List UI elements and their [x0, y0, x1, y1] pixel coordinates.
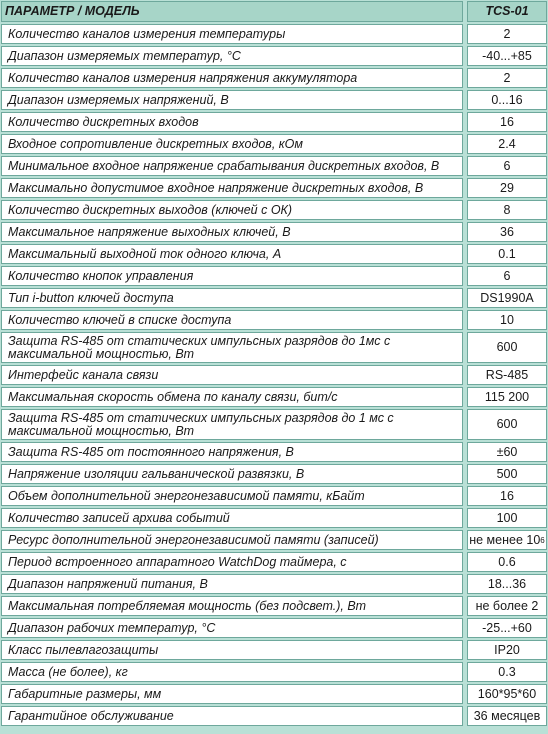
value-cell [467, 409, 547, 440]
table-row [1, 464, 547, 484]
table-row [1, 222, 547, 242]
value-cell [467, 24, 547, 44]
value-cell [467, 178, 547, 198]
value-cell [467, 618, 547, 638]
value-text: не менее 10 [469, 532, 541, 547]
value-text: 2 [503, 70, 511, 85]
table-row [1, 156, 547, 176]
table-row [1, 68, 547, 88]
header-param: ПАРАМЕТР / МОДЕЛЬ [1, 1, 463, 22]
value-cell [467, 222, 547, 242]
value-cell [467, 464, 547, 484]
table-row [1, 706, 547, 726]
table-row [1, 662, 547, 682]
value-cell [467, 552, 547, 572]
param-cell: Масса (не более), кг [1, 662, 463, 682]
param-cell: Входное сопротивление дискретных входов, кОм [1, 134, 463, 154]
value-cell [467, 310, 547, 330]
param-cell: Диапазон напряжений питания, В [1, 574, 463, 594]
value-text: 16 [500, 114, 514, 129]
param-cell: Количество каналов измерения напряжения аккумулятора [1, 68, 463, 88]
table-row [1, 112, 547, 132]
table-body [1, 24, 547, 726]
param-cell: Объем дополнительной энергонезависимой памяти, кБайт [1, 486, 463, 506]
value-cell [467, 156, 547, 176]
table-row [1, 288, 547, 308]
table-row [1, 387, 547, 407]
value-text: 6 [503, 158, 511, 173]
value-text: 2 [503, 26, 511, 41]
value-cell [467, 706, 547, 726]
value-cell [467, 574, 547, 594]
value-text: 500 [496, 466, 518, 481]
param-cell: Максимально допустимое входное напряжение дискретных входов, В [1, 178, 463, 198]
param-cell: Количество записей архива событий [1, 508, 463, 528]
value-text: 0.3 [498, 664, 516, 679]
value-cell [467, 365, 547, 385]
param-cell: Защита RS-485 от постоянного напряжения, В [1, 442, 463, 462]
value-cell [467, 288, 547, 308]
param-cell: Класс пылевлагозащиты [1, 640, 463, 660]
value-text: 0.1 [498, 246, 516, 261]
param-cell: Минимальное входное напряжение срабатывания дискретных входов, В [1, 156, 463, 176]
value-text: 100 [496, 510, 518, 525]
value-cell [467, 530, 547, 550]
param-cell: Защита RS-485 от статических импульсных разрядов до 1мс с максимальной мощностью, Вт [1, 332, 463, 363]
value-cell [467, 684, 547, 704]
value-text: RS-485 [485, 367, 529, 382]
table-row [1, 46, 547, 66]
value-text: 0...16 [491, 92, 523, 107]
param-cell: Количество дискретных входов [1, 112, 463, 132]
param-cell: Максимальный выходной ток одного ключа, А [1, 244, 463, 264]
value-text: 160*95*60 [477, 686, 537, 701]
value-text: IP20 [494, 642, 520, 657]
param-cell: Период встроенного аппаратного WatchDog таймера, с [1, 552, 463, 572]
param-cell: Количество кнопок управления [1, 266, 463, 286]
value-cell [467, 266, 547, 286]
param-cell: Защита RS-485 от статических импульсных разрядов до 1 мс с максимальной мощностью, Вт [1, 409, 463, 440]
value-text: 115 200 [484, 389, 530, 404]
table-row [1, 530, 547, 550]
table-row [1, 486, 547, 506]
table-row [1, 409, 547, 440]
table-row [1, 508, 547, 528]
value-cell [467, 508, 547, 528]
value-cell [467, 662, 547, 682]
value-text: не более 2 [475, 598, 539, 613]
param-cell: Ресурс дополнительной энергонезависимой памяти (записей) [1, 530, 463, 550]
table-row [1, 178, 547, 198]
header-model: TCS-01 [467, 1, 547, 22]
value-text: ±60 [496, 444, 518, 459]
table-header-row [1, 1, 547, 22]
table-row [1, 552, 547, 572]
value-cell [467, 134, 547, 154]
table-row [1, 134, 547, 154]
param-cell: Напряжение изоляции гальванической развязки, В [1, 464, 463, 484]
value-cell [467, 596, 547, 616]
value-text: 6 [503, 268, 511, 283]
value-text: 29 [500, 180, 514, 195]
table-row [1, 332, 547, 363]
value-text: 36 месяцев [473, 708, 541, 723]
value-text: 16 [500, 488, 514, 503]
table-row [1, 596, 547, 616]
value-text: 600 [496, 417, 518, 431]
value-cell [467, 387, 547, 407]
param-cell: Количество ключей в списке доступа [1, 310, 463, 330]
value-cell [467, 90, 547, 110]
param-cell: Максимальная скорость обмена по каналу связи, бит/с [1, 387, 463, 407]
table-row [1, 244, 547, 264]
value-text: DS1990A [480, 290, 534, 305]
table-row [1, 442, 547, 462]
param-cell: Тип i-button ключей доступа [1, 288, 463, 308]
param-cell: Диапазон измеряемых температур, °С [1, 46, 463, 66]
param-cell: Гарантийное обслуживание [1, 706, 463, 726]
param-cell: Интерфейс канала связи [1, 365, 463, 385]
table-row [1, 310, 547, 330]
param-cell: Диапазон рабочих температур, °С [1, 618, 463, 638]
value-text: 36 [500, 224, 514, 239]
param-cell: Максимальное напряжение выходных ключей, В [1, 222, 463, 242]
value-cell [467, 200, 547, 220]
value-cell [467, 112, 547, 132]
param-cell: Количество дискретных выходов (ключей с ОК) [1, 200, 463, 220]
table-row [1, 640, 547, 660]
table-row [1, 90, 547, 110]
value-text: 2.4 [498, 136, 516, 151]
value-cell [467, 46, 547, 66]
value-cell [467, 640, 547, 660]
value-cell [467, 244, 547, 264]
value-text: -40...+85 [482, 48, 532, 63]
param-cell: Габаритные размеры, мм [1, 684, 463, 704]
value-text: 8 [503, 202, 511, 217]
value-text: 18...36 [487, 576, 527, 591]
value-cell [467, 332, 547, 363]
param-cell: Максимальная потребляемая мощность (без подсвет.), Вт [1, 596, 463, 616]
value-cell [467, 486, 547, 506]
value-superscript: 6 [540, 535, 545, 545]
table-row [1, 574, 547, 594]
param-cell: Количество каналов измерения температуры [1, 24, 463, 44]
value-text: -25...+60 [482, 620, 532, 635]
table-row [1, 266, 547, 286]
value-text: 10 [500, 312, 514, 327]
table-row [1, 24, 547, 44]
param-cell: Диапазон измеряемых напряжений, В [1, 90, 463, 110]
table-row [1, 618, 547, 638]
table-row [1, 684, 547, 704]
value-text: 600 [496, 340, 518, 354]
value-text: 0.6 [498, 554, 516, 569]
table-row [1, 365, 547, 385]
value-cell [467, 68, 547, 88]
table-row [1, 200, 547, 220]
value-cell [467, 442, 547, 462]
